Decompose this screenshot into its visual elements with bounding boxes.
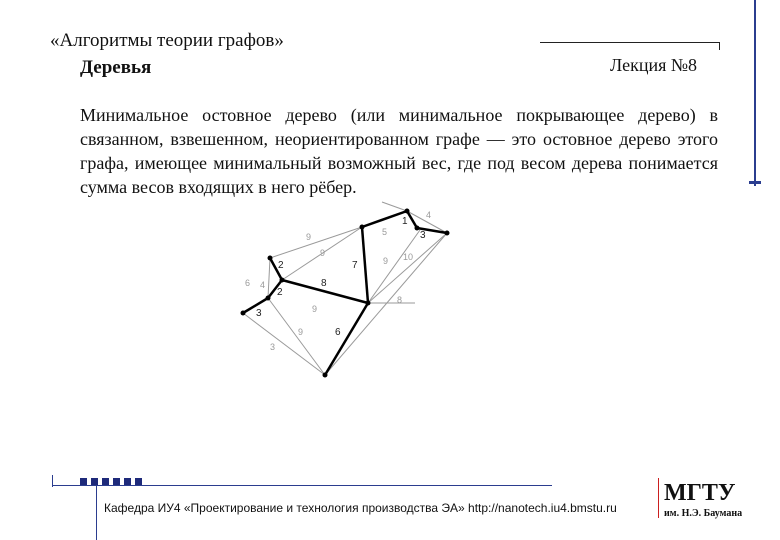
footer-divider-vertical [96,486,97,540]
vertex [323,373,328,378]
weight-label: 9 [312,304,318,314]
edge [270,227,362,258]
footer-divider-tick [52,475,53,487]
weight-label: 2 [278,260,284,271]
section-title: Деревья [80,57,152,78]
vertex [266,296,271,301]
weight-label: 3 [270,342,276,352]
edge [268,258,270,298]
university-logo-subtitle: им. Н.Э. Баумана [664,508,743,519]
edge [243,313,325,375]
weight-label: 8 [397,295,403,305]
vertex [415,226,420,231]
course-title: «Алгоритмы теории графов» [50,30,284,51]
weight-label: 9 [383,256,389,266]
weight-label: 6 [245,278,251,288]
footer-text: Кафедра ИУ4 «Проектирование и технология производства ЭА» http://nanotech.iu4.bmstu.ru [104,501,617,515]
tree-edge [362,227,368,303]
weight-label: 7 [352,260,358,271]
vertex [241,311,246,316]
weight-label: 1 [402,216,408,227]
weight-label: 3 [420,230,426,241]
university-logo: МГТУ [664,480,736,506]
definition-text: Минимальное остовное дерево (или минимальное покрывающее дерево) в связанном, взвешенном, неориентированном графе — это остовное дерево этого графа, имеющее минимальный возможный вес, где под весом дерева понимается сумма весов входящих в него рёбер. [80,105,718,197]
weight-label: 6 [335,327,341,338]
weight-label: 2 [277,287,283,298]
right-accent-bar [754,0,756,186]
weight-label: 4 [426,210,432,220]
edge [325,233,447,375]
weight-label: 8 [321,278,327,289]
vertex [405,209,410,214]
footer-dots-decoration [80,478,142,485]
vertex [360,225,365,230]
weight-label: 4 [260,280,266,290]
weight-label: 3 [256,308,262,319]
edge [382,202,407,211]
spanning-tree-diagram [230,200,470,385]
vertex [445,231,450,236]
header-divider [540,42,720,43]
vertex [366,301,371,306]
edge [368,233,447,303]
vertex [280,278,285,283]
header-divider-tick [719,42,720,50]
weight-label: 10 [403,252,414,262]
right-accent-tick [749,181,761,184]
footer-divider [52,485,552,486]
weight-label: 9 [306,232,312,242]
weight-label: 5 [382,227,388,237]
lecture-label: Лекция №8 [610,55,698,75]
tree-edge [325,303,368,375]
weight-label: 9 [320,248,326,258]
vertex [268,256,273,261]
logo-divider [658,478,659,518]
tree-edge [362,211,407,227]
edge [368,230,420,303]
weight-label: 9 [298,327,304,337]
